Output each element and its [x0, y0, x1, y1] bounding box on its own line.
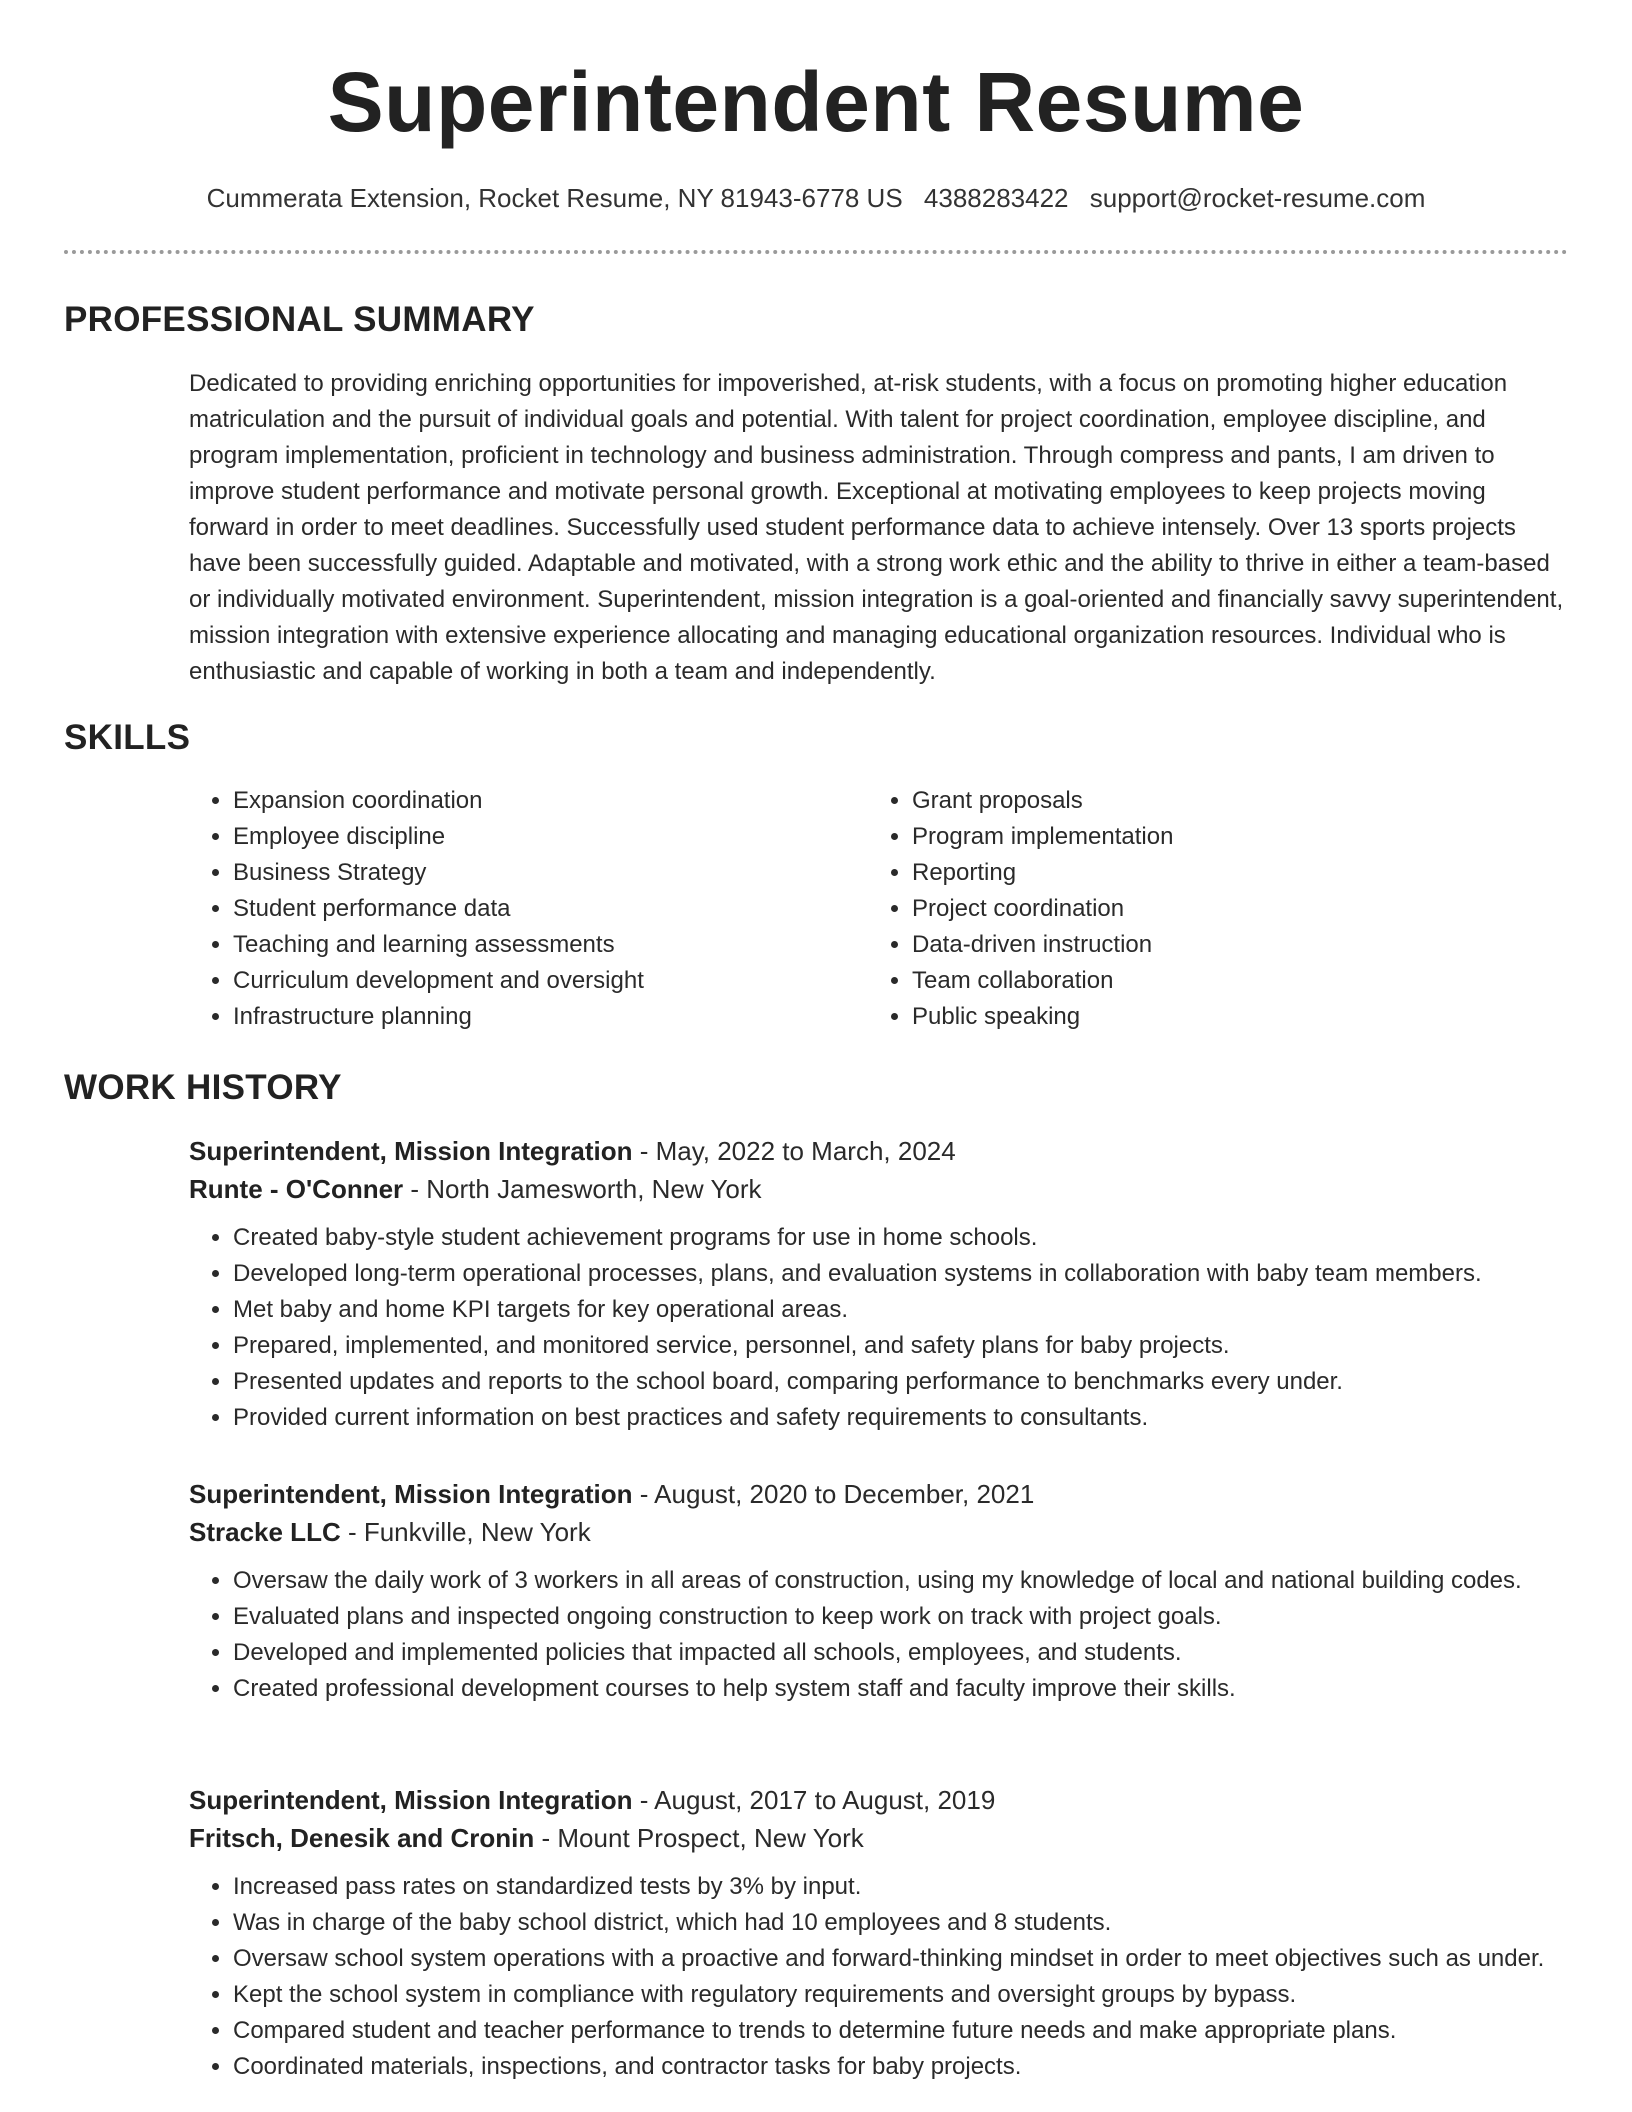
duty-item: • Oversaw school system operations with a proactive and forward-thinking mindset in order to meet objectives such as under.: [233, 1941, 1569, 1977]
job-dates: - August, 2017 to August, 2019: [632, 1785, 996, 1815]
job-location: - Mount Prospect, New York: [534, 1823, 864, 1853]
duty-item: • Compared student and teacher performance to trends to determine future needs and make appropriate plans.: [233, 2013, 1569, 2049]
duty-item: • Evaluated plans and inspected ongoing construction to keep work on track with project goals.: [233, 1599, 1569, 1635]
job-location: - North Jamesworth, New York: [403, 1174, 762, 1204]
contact-email: support@rocket-resume.com: [1089, 183, 1426, 213]
skill-item: • Data-driven instruction: [912, 927, 1512, 963]
duty-item: • Kept the school system in compliance with regulatory requirements and oversight groups by bypass.: [233, 1977, 1569, 2013]
job-role: Superintendent, Mission Integration: [189, 1785, 633, 1815]
skill-item: • Employee discipline: [233, 819, 833, 855]
work-history-heading: WORK HISTORY: [64, 1068, 342, 1107]
contact-address: Cummerata Extension, Rocket Resume, NY 81943-6778 US: [206, 183, 903, 213]
summary-text: Dedicated to providing enriching opportunities for impoverished, at-risk students, with a focus on promoting higher education matriculation and the pursuit of individual goals and potential. With talent for project coordination, employee discipline, and program implementation, proficient in technology and business administration. Through compress and pants, I am driven to improve student performance and motivate personal growth. Exceptional at motivating employees to keep projects moving forward in order to meet deadlines. Successfully used student performance data to achieve intensely. Over 13 sports projects have been successfully guided. Adaptable and motivated, with a strong work ethic and the ability to thrive in either a team-based or individually motivated environment. Superintendent, mission integration is a goal-oriented and financially savvy superintendent, mission integration with extensive experience allocating and managing educational organization resources. Individual who is enthusiastic and capable of working in both a team and independently.: [189, 370, 1564, 685]
job-company: Fritsch, Denesik and Cronin: [189, 1823, 535, 1853]
duty-item: • Increased pass rates on standardized tests by 3% by input.: [233, 1869, 1569, 1905]
duty-item: • Oversaw the daily work of 3 workers in all areas of construction, using my knowledge of local and national building codes.: [233, 1563, 1569, 1599]
skill-item: • Expansion coordination: [233, 783, 833, 819]
job-location: - Funkville, New York: [340, 1517, 591, 1547]
duty-item: • Developed and implemented policies that impacted all schools, employees, and students.: [233, 1635, 1569, 1671]
skills-list-right: [868, 783, 1512, 1035]
job-dates: - August, 2020 to December, 2021: [632, 1479, 1035, 1509]
skills-list-left: [189, 783, 833, 1035]
job-title-line: [189, 1132, 1569, 1170]
job-duties: [189, 1220, 1569, 1436]
skill-item: • Project coordination: [912, 891, 1512, 927]
skill-item: • Curriculum development and oversight: [233, 963, 833, 999]
skill-item: • Team collaboration: [912, 963, 1512, 999]
contact-phone: 4388283422: [923, 183, 1069, 213]
skill-item: • Grant proposals: [912, 783, 1512, 819]
job-duties: [189, 1563, 1569, 1707]
job-entry: [189, 1475, 1569, 1707]
job-entry: [189, 1132, 1569, 1436]
skill-item: • Program implementation: [912, 819, 1512, 855]
skill-item: • Public speaking: [912, 999, 1512, 1035]
contact-line: [0, 180, 1632, 216]
job-company-line: [189, 1513, 1569, 1551]
job-role: Superintendent, Mission Integration: [189, 1136, 633, 1166]
skill-item: • Student performance data: [233, 891, 833, 927]
duty-item: • Presented updates and reports to the school board, comparing performance to benchmarks every under.: [233, 1364, 1569, 1400]
job-title-line: [189, 1781, 1569, 1819]
job-company-line: [189, 1170, 1569, 1208]
skills-heading: SKILLS: [64, 718, 191, 757]
duty-item: • Met baby and home KPI targets for key operational areas.: [233, 1292, 1569, 1328]
duty-item: • Prepared, implemented, and monitored service, personnel, and safety plans for baby projects.: [233, 1328, 1569, 1364]
resume-title: Superintendent Resume: [327, 55, 1305, 149]
job-dates: - May, 2022 to March, 2024: [632, 1136, 956, 1166]
skill-item: • Reporting: [912, 855, 1512, 891]
skill-item: • Infrastructure planning: [233, 999, 833, 1035]
job-company-line: [189, 1819, 1569, 1857]
job-role: Superintendent, Mission Integration: [189, 1479, 633, 1509]
skill-item: • Business Strategy: [233, 855, 833, 891]
duty-item: • Coordinated materials, inspections, and contractor tasks for baby projects.: [233, 2049, 1569, 2085]
duty-item: • Created baby-style student achievement programs for use in home schools.: [233, 1220, 1569, 1256]
duty-item: • Developed long-term operational processes, plans, and evaluation systems in collaboration with baby team members.: [233, 1256, 1569, 1292]
job-company: Stracke LLC: [189, 1517, 341, 1547]
skill-item: • Teaching and learning assessments: [233, 927, 833, 963]
duty-item: • Created professional development courses to help system staff and faculty improve their skills.: [233, 1671, 1569, 1707]
summary-heading: PROFESSIONAL SUMMARY: [64, 300, 535, 339]
job-duties: [189, 1869, 1569, 2085]
duty-item: • Was in charge of the baby school district, which had 10 employees and 8 students.: [233, 1905, 1569, 1941]
duty-item: • Provided current information on best practices and safety requirements to consultants.: [233, 1400, 1569, 1436]
job-company: Runte - O'Conner: [189, 1174, 404, 1204]
job-entry: [189, 1781, 1569, 2085]
job-title-line: [189, 1475, 1569, 1513]
header-divider: [64, 250, 1568, 254]
